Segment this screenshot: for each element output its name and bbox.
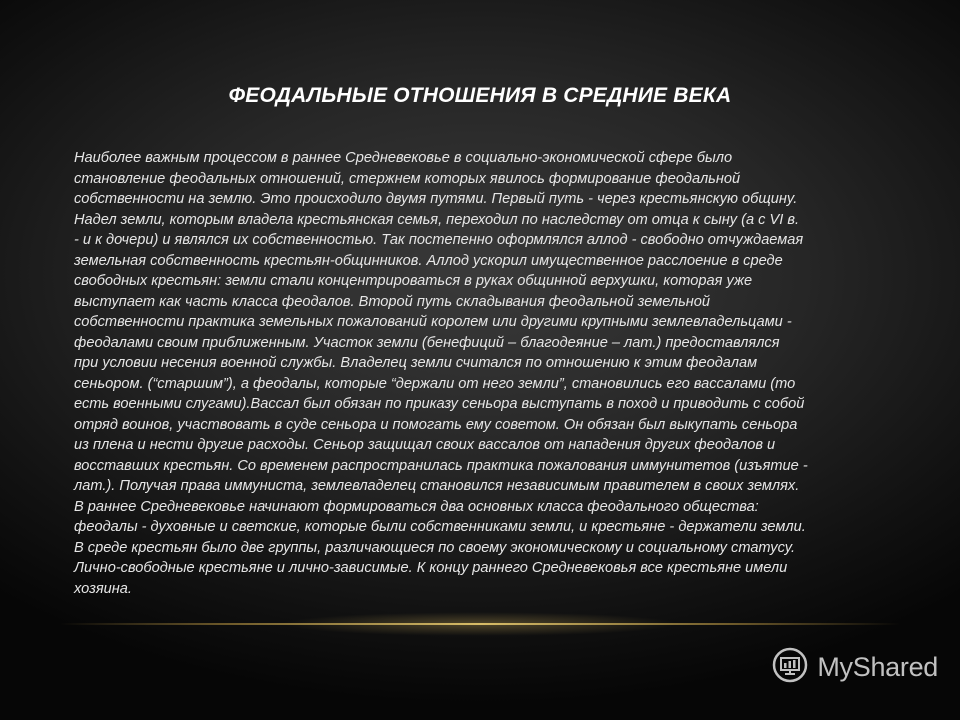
body-line: Лично-свободные крестьяне и лично-зависимые. К концу раннего Средневековья все крестьяне имели [74, 560, 788, 576]
body-line: лат.). Получая права иммуниста, землевладелец становился независимым правителем в своих землях. [74, 478, 800, 494]
accent-divider-line [60, 623, 900, 625]
body-line: хозяина. [74, 580, 132, 597]
body-line: из плена и нести другие расходы. Сеньор защищал своих вассалов от нападения других феодалов и [74, 437, 776, 453]
body-line: феодалы - духовные и светские, которые были собственниками земли, и крестьяне - держатели земли. [74, 519, 806, 535]
watermark-text: MyShared [817, 652, 938, 682]
body-line: при условии несения военной службы. Владелец земли считался по отношению к этим феодалам [74, 355, 758, 371]
body-line: сеньором. (“старшим”), а феодалы, которые “держали от него земли”, становились его вассалами (то [74, 375, 796, 392]
body-line: - и к дочери) и являлся их собственностью. Так постепенно оформлялся аллод - свободно отчуждаемая [74, 232, 804, 248]
watermark [771, 647, 938, 688]
body-line: В среде крестьян было две группы, различающиеся по своему экономическому и социальному статусу. [74, 539, 796, 556]
body-line: феодалами своим приближенным. Участок земли (бенефиций – благодеяние – лат.) предоставлялся [74, 334, 780, 351]
body-line: Надел земли, которым владела крестьянская семья, переходил по наследству от отца к сыну (а с VI в. [74, 211, 800, 228]
body-line: восставших крестьян. Со временем распространилась практика пожалования иммунитетов (изъятие - [74, 457, 808, 474]
body-line: земельная собственность крестьян-общинников. Аллод ускорил имущественное расслоение в среде [74, 252, 783, 269]
body-line: свободных крестьян: земли стали концентрироваться в руках общинной верхушки, которая уже [74, 273, 753, 289]
body-line: собственности на землю. Это происходило двумя путями. Первый путь - через крестьянскую общину. [74, 191, 798, 207]
body-line: отряд воинов, участвовать в суде сеньора и помогать ему советом. Он обязан был выкупать сеньора [74, 416, 798, 433]
body-line: становление феодальных отношений, стержнем которых явилось формирование феодальной [74, 170, 741, 187]
body-line: собственности практика земельных пожалований королем или другими крупными землевладельцами - [74, 314, 792, 330]
slide-body-text [74, 148, 890, 599]
body-line: есть военными слугами).Вассал был обязан по приказу сеньора выступать в поход и приводить с собой [74, 396, 805, 412]
body-line: Наиболее важным процессом в раннее Средневековье в социально-экономической сфере было [74, 150, 733, 166]
body-line: В раннее Средневековье начинают формироваться два основных класса феодального общества: [74, 498, 759, 515]
body-line: выступает как часть класса феодалов. Второй путь складывания феодальной земельной [74, 293, 711, 310]
slide-title: ФЕОДАЛЬНЫЕ ОТНОШЕНИЯ В СРЕДНИЕ ВЕКА [228, 84, 732, 107]
presentation-screen-icon [771, 647, 809, 688]
